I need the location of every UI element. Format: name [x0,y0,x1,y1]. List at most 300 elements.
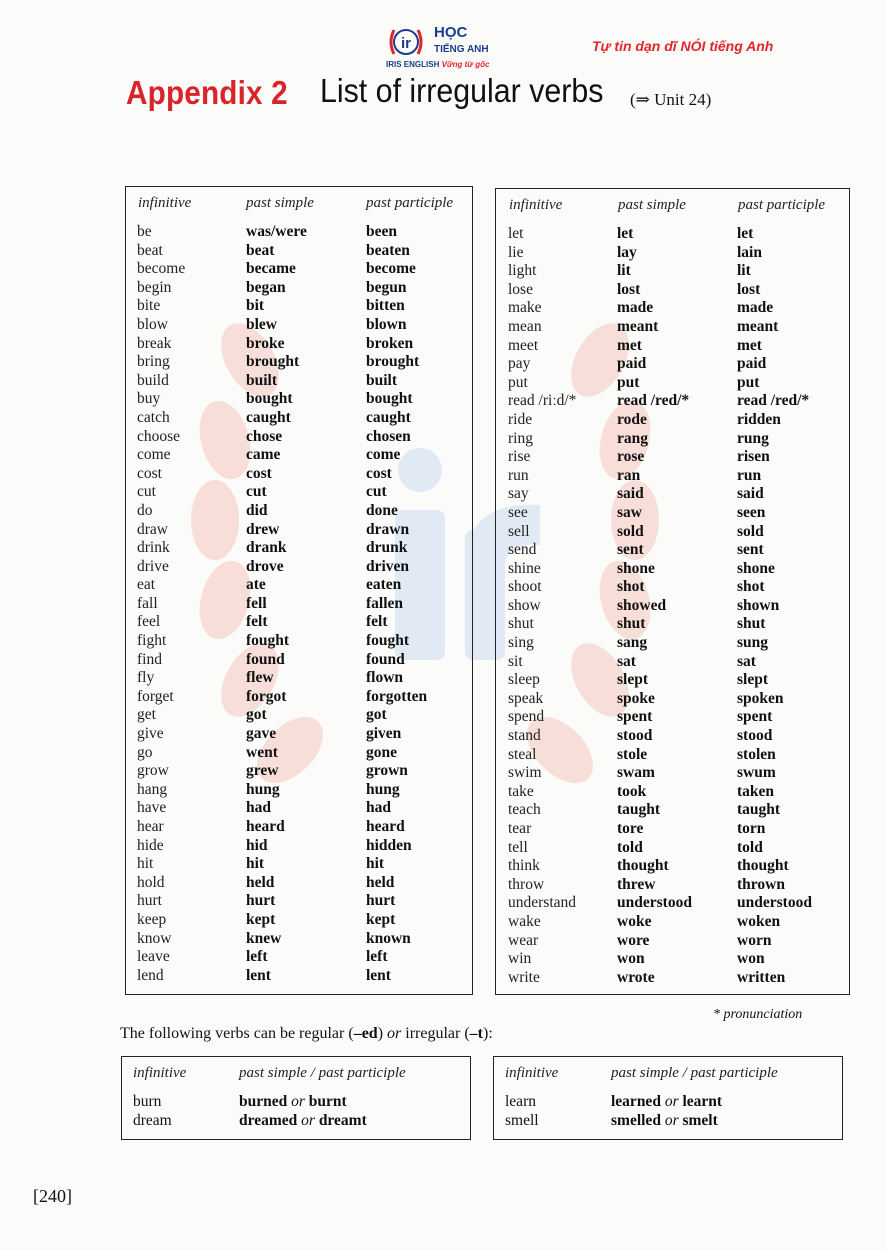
infinitive-cell: grow [137,762,169,780]
past-simple-cell: blew [246,315,277,333]
verb-row [496,244,849,263]
past-simple-cell: cut [246,483,267,501]
past-simple-cell: won [617,950,645,968]
past-simple-cell: sold [617,522,644,540]
past-participle-cell: swum [737,764,776,782]
verb-row [496,225,849,244]
past-simple-cell: chose [246,427,283,445]
verb-row [126,279,472,298]
infinitive-cell: beat [137,241,163,259]
infinitive-cell: come [137,446,171,464]
verb-row [496,801,849,820]
past-participle-cell: hung [366,780,400,798]
infinitive-cell: lie [508,243,524,261]
past-participle-cell: spoken [737,689,784,707]
past-simple-cell: wrote [617,968,655,986]
past-participle-cell: done [366,501,398,519]
verb-row [126,521,472,540]
past-simple-cell: drove [246,557,284,575]
past-participle-cell: thrown [737,875,785,893]
infinitive-cell: hold [137,873,165,891]
verb-row [126,353,472,372]
past-participle-cell: been [366,223,397,240]
verb-row [126,316,472,335]
intro-or: or [387,1025,402,1042]
verb-table-left [125,186,473,995]
past-participle-cell: shut [737,615,766,633]
infinitive-cell: know [137,929,172,947]
verb-row [496,430,849,449]
past-participle-cell: stood [737,727,773,745]
past-simple-cell: began [246,278,286,296]
infinitive-cell: leave [137,948,170,966]
infinitive-cell: tell [508,838,528,856]
intro-ed: –ed [353,1025,378,1042]
iris-english-logo [386,22,516,72]
small-infinitive-cell: dream [133,1112,172,1129]
verb-table-right [495,188,850,995]
past-simple-cell: told [617,838,643,856]
small-header-past: past simple / past participle [611,1065,778,1081]
infinitive-cell: have [137,799,167,817]
verb-row [496,541,849,560]
verb-row [496,374,849,393]
infinitive-cell: become [137,260,186,278]
verb-row [496,337,849,356]
past-simple-cell: forgot [246,687,287,705]
past-participle-cell: stolen [737,745,776,763]
or-word: or [664,1112,679,1129]
past-simple-cell: lent [246,966,271,984]
past-simple-cell: spent [617,708,653,726]
verb-row [126,930,472,949]
past-simple-cell: took [617,782,647,800]
past-simple-cell: ate [246,576,266,594]
infinitive-cell: put [508,373,528,391]
infinitive-cell: eat [137,576,156,594]
verb-row [496,653,849,672]
infinitive-cell: light [508,262,537,280]
past-simple-cell: ran [617,466,641,484]
infinitive-cell: blow [137,315,168,333]
verb-row [126,892,472,911]
page-number: [240] [33,1186,72,1206]
infinitive-cell: cut [137,483,156,501]
past-participle-cell: rung [737,429,769,447]
past-simple-cell: shut [617,615,646,633]
infinitive-cell: hurt [137,892,162,910]
past-simple-cell: met [617,336,642,354]
past-participle-cell: paid [737,355,767,373]
verb-row [496,950,849,969]
past-participle-cell: shown [737,596,780,614]
past-participle-cell: had [366,799,391,817]
infinitive-cell: buy [137,390,161,408]
past-participle-cell: drunk [366,539,408,557]
irregular-form: burnt [308,1093,347,1110]
verb-row [496,578,849,597]
infinitive-cell: show [508,596,541,614]
verb-row [496,560,849,579]
infinitive-cell: say [508,485,529,503]
past-simple-cell: said [617,485,644,503]
verb-row [496,913,849,932]
header-past-participle: past participle [738,197,826,213]
intro-part: irregular ( [401,1025,470,1042]
past-simple-cell: went [246,743,278,761]
verb-row [496,411,849,430]
past-simple-cell: tore [617,820,644,837]
small-infinitive-cell: burn [133,1093,162,1110]
past-simple-cell: lost [617,280,641,298]
infinitive-cell: steal [508,745,537,763]
verb-row [126,465,472,484]
or-word: or [291,1093,305,1110]
verb-row [496,876,849,895]
past-participle-cell: shot [737,578,765,596]
past-simple-cell: sent [617,541,644,559]
infinitive-cell: choose [137,427,181,445]
past-participle-cell: read /red/* [737,392,810,410]
past-participle-cell: chosen [366,427,411,445]
past-simple-cell: made [617,299,654,317]
infinitive-cell: lose [508,280,533,298]
intro-text [120,1025,493,1043]
past-participle-cell: known [366,929,411,947]
past-simple-cell: saw [617,503,642,521]
regular-form: smelled [611,1112,661,1129]
infinitive-cell: do [137,501,153,519]
past-participle-cell: told [737,838,763,856]
past-participle-cell: sold [737,522,764,540]
past-simple-cell: grew [246,762,279,780]
verb-rows-right [496,225,849,987]
infinitive-cell: shut [508,615,534,633]
verb-row [496,597,849,616]
past-simple-cell: felt [246,613,268,631]
past-simple-cell: became [246,260,296,278]
infinitive-cell: throw [508,875,545,893]
past-participle-cell: bought [366,390,413,408]
verb-row [496,894,849,913]
infinitive-cell: fall [137,594,158,612]
past-simple-cell: beat [246,241,275,259]
past-simple-cell: had [246,799,271,817]
infinitive-cell: take [508,782,534,800]
past-participle-cell: come [366,446,401,464]
infinitive-cell: spend [508,708,545,726]
past-simple-cell: broke [246,334,285,352]
intro-part: ): [482,1025,493,1042]
infinitive-cell: sell [508,522,530,540]
verb-row [126,223,472,242]
past-participle-cell: hurt [366,892,396,910]
small-infinitive-cell: learn [505,1093,536,1110]
verb-row [126,762,472,781]
past-simple-cell: hid [246,836,268,854]
infinitive-cell: hit [137,855,154,873]
page-title: List of irregular verbs [320,72,604,109]
past-participle-cell: cost [366,464,392,482]
regular-irregular-table-left [121,1056,471,1140]
past-participle-cell: beaten [366,241,410,259]
verb-row [126,781,472,800]
past-simple-cell: let [617,225,634,242]
past-participle-cell: got [366,706,387,724]
past-simple-cell: woke [617,912,652,930]
verb-row [496,839,849,858]
verb-row [496,634,849,653]
verb-row [496,727,849,746]
infinitive-cell: begin [137,278,172,296]
past-participle-cell: seen [737,503,766,521]
small-header-past: past simple / past participle [239,1065,406,1081]
past-participle-cell: driven [366,557,410,575]
past-participle-cell: torn [737,820,766,837]
infinitive-cell: meet [508,336,539,354]
verb-row [496,523,849,542]
past-participle-cell: run [737,466,762,484]
regular-irregular-table-right [493,1056,843,1140]
past-participle-cell: cut [366,483,387,501]
past-participle-cell: flown [366,669,404,687]
infinitive-cell: send [508,541,537,559]
past-participle-cell: won [737,950,765,968]
past-simple-cell: gave [246,725,277,743]
verb-row [496,615,849,634]
verb-row [496,969,849,988]
verb-row [126,409,472,428]
past-simple-cell: shot [617,578,645,596]
past-simple-cell: hung [246,780,280,798]
past-simple-cell: slept [617,671,648,689]
past-simple-cell: taught [617,801,661,819]
verb-row [126,706,472,725]
past-simple-cell: rode [617,410,647,428]
verb-row [496,932,849,951]
small-header-infinitive: infinitive [133,1065,187,1081]
infinitive-cell: wake [508,912,541,930]
verb-row [126,725,472,744]
infinitive-cell: speak [508,689,544,707]
past-simple-cell: lay [617,243,637,261]
infinitive-cell: write [508,968,540,986]
infinitive-cell: go [137,743,153,761]
past-simple-cell: shone [617,559,655,577]
past-simple-cell: knew [246,929,282,947]
infinitive-cell: drive [137,557,169,575]
verb-row [126,669,472,688]
past-simple-cell: understood [617,894,692,912]
past-participle-cell: spent [737,708,773,726]
infinitive-cell: be [137,223,152,240]
header-infinitive: infinitive [509,197,563,213]
logo-tagline: Vững từ gốc [441,60,490,69]
infinitive-cell: think [508,857,540,875]
pronunciation-note: * pronunciation [713,1007,803,1022]
verb-row [126,595,472,614]
infinitive-cell: sleep [508,671,540,689]
logo-ir: ir [400,35,412,52]
past-participle-cell: found [366,650,405,668]
past-simple-cell: read /red/* [617,392,690,410]
infinitive-cell: teach [508,801,541,819]
past-participle-cell: lain [737,243,762,261]
past-simple-cell: did [246,501,268,519]
past-participle-cell: sung [737,634,769,652]
past-simple-cell: came [246,446,281,464]
past-simple-cell: caught [246,408,291,426]
infinitive-cell: tear [508,820,532,837]
infinitive-cell: wear [508,931,539,949]
unit-reference: (⇒ Unit 24) [630,90,712,109]
infinitive-cell: give [137,725,164,743]
verb-row [126,502,472,521]
regular-form: burned [239,1093,288,1110]
past-participle-cell: fought [366,632,410,650]
verb-row [496,690,849,709]
past-participle-cell: grown [366,762,408,780]
past-simple-cell: flew [246,669,274,687]
past-simple-cell: bought [246,390,293,408]
small-header-infinitive: infinitive [505,1065,559,1081]
small-past-cell [611,1112,718,1130]
verb-row [496,448,849,467]
verb-row [126,744,472,763]
past-simple-cell: thought [617,857,669,875]
past-participle-cell: written [737,968,786,986]
laurel-logo-icon [386,24,426,60]
infinitive-cell: ring [508,429,533,447]
past-simple-cell: rose [617,448,645,466]
infinitive-cell: bite [137,297,161,315]
past-participle-cell: met [737,336,762,354]
infinitive-cell: cost [137,464,162,482]
verb-row [126,483,472,502]
verb-row [496,820,849,839]
verb-row [496,671,849,690]
verb-row [126,372,472,391]
slogan: Tự tin dạn dĩ NÓI tiếng Anh [592,38,774,54]
infinitive-cell: feel [137,613,161,631]
verb-row [496,764,849,783]
past-participle-cell: sent [737,541,764,559]
past-simple-cell: heard [246,818,285,835]
infinitive-cell: let [508,225,524,242]
past-participle-cell: built [366,371,398,389]
verb-row [126,874,472,893]
header-past-simple: past simple [618,197,686,213]
header-past-participle: past participle [366,195,454,211]
verb-row [126,335,472,354]
past-participle-cell: risen [737,448,770,466]
past-simple-cell: bit [246,297,265,315]
intro-part: ) [377,1025,388,1042]
past-participle-cell: felt [366,613,388,631]
infinitive-cell: shine [508,559,541,577]
infinitive-cell: lend [137,966,164,984]
past-simple-cell: sang [617,634,648,652]
past-participle-cell: worn [737,931,772,949]
infinitive-cell: shoot [508,578,542,596]
past-participle-cell: lit [737,262,751,280]
infinitive-cell: forget [137,687,174,705]
past-participle-cell: shone [737,559,775,577]
infinitive-cell: run [508,466,529,484]
past-participle-cell: said [737,485,764,503]
verb-row [496,262,849,281]
past-simple-cell: brought [246,353,300,371]
verb-row [126,855,472,874]
past-participle-cell: woken [737,912,781,930]
past-participle-cell: become [366,260,416,278]
verb-row [126,390,472,409]
past-simple-cell: lit [617,262,631,280]
small-infinitive-cell: smell [505,1112,539,1129]
verb-row [496,857,849,876]
past-participle-cell: brought [366,353,420,371]
infinitive-cell: understand [508,894,577,912]
appendix-label: Appendix 2 [126,74,288,111]
regular-form: learned [611,1093,661,1110]
past-participle-cell: fallen [366,594,404,612]
verb-row [126,446,472,465]
verb-row [126,967,472,986]
infinitive-cell: see [508,503,528,521]
or-word: or [664,1093,679,1110]
past-simple-cell: threw [617,875,656,893]
verb-row [126,613,472,632]
infinitive-cell: fight [137,632,167,650]
header-past-simple: past simple [246,195,314,211]
verb-row [496,467,849,486]
past-simple-cell: drank [246,539,287,557]
past-participle-cell: held [366,873,395,891]
past-participle-cell: caught [366,408,411,426]
past-participle-cell: taught [737,801,781,819]
past-simple-cell: hurt [246,892,276,910]
intro-part: The following verbs can be regular ( [120,1025,354,1042]
infinitive-cell: read /riːd/* [508,392,577,410]
small-past-cell [239,1093,347,1111]
past-simple-cell: kept [246,910,276,928]
infinitive-cell: make [508,299,542,317]
infinitive-cell: drink [137,539,170,557]
verb-rows-left [126,223,472,985]
infinitive-cell: get [137,706,156,724]
past-simple-cell: stood [617,727,653,745]
infinitive-cell: stand [508,727,541,745]
verb-row [496,355,849,374]
past-participle-cell: slept [737,671,768,689]
infinitive-cell: bring [137,353,170,371]
verb-row [126,688,472,707]
past-participle-cell: left [366,948,388,966]
intro-t: –t [469,1025,483,1042]
infinitive-cell: win [508,950,532,968]
past-participle-cell: hidden [366,836,412,854]
past-simple-cell: paid [617,355,647,373]
verb-row [496,708,849,727]
verb-row [126,539,472,558]
verb-row [126,799,472,818]
small-past-cell [239,1112,367,1130]
past-simple-cell: left [246,948,268,966]
logo-hoc: HỌC [434,24,468,41]
past-participle-cell: taken [737,782,775,800]
infinitive-cell: hide [137,836,164,854]
verb-row [496,746,849,765]
